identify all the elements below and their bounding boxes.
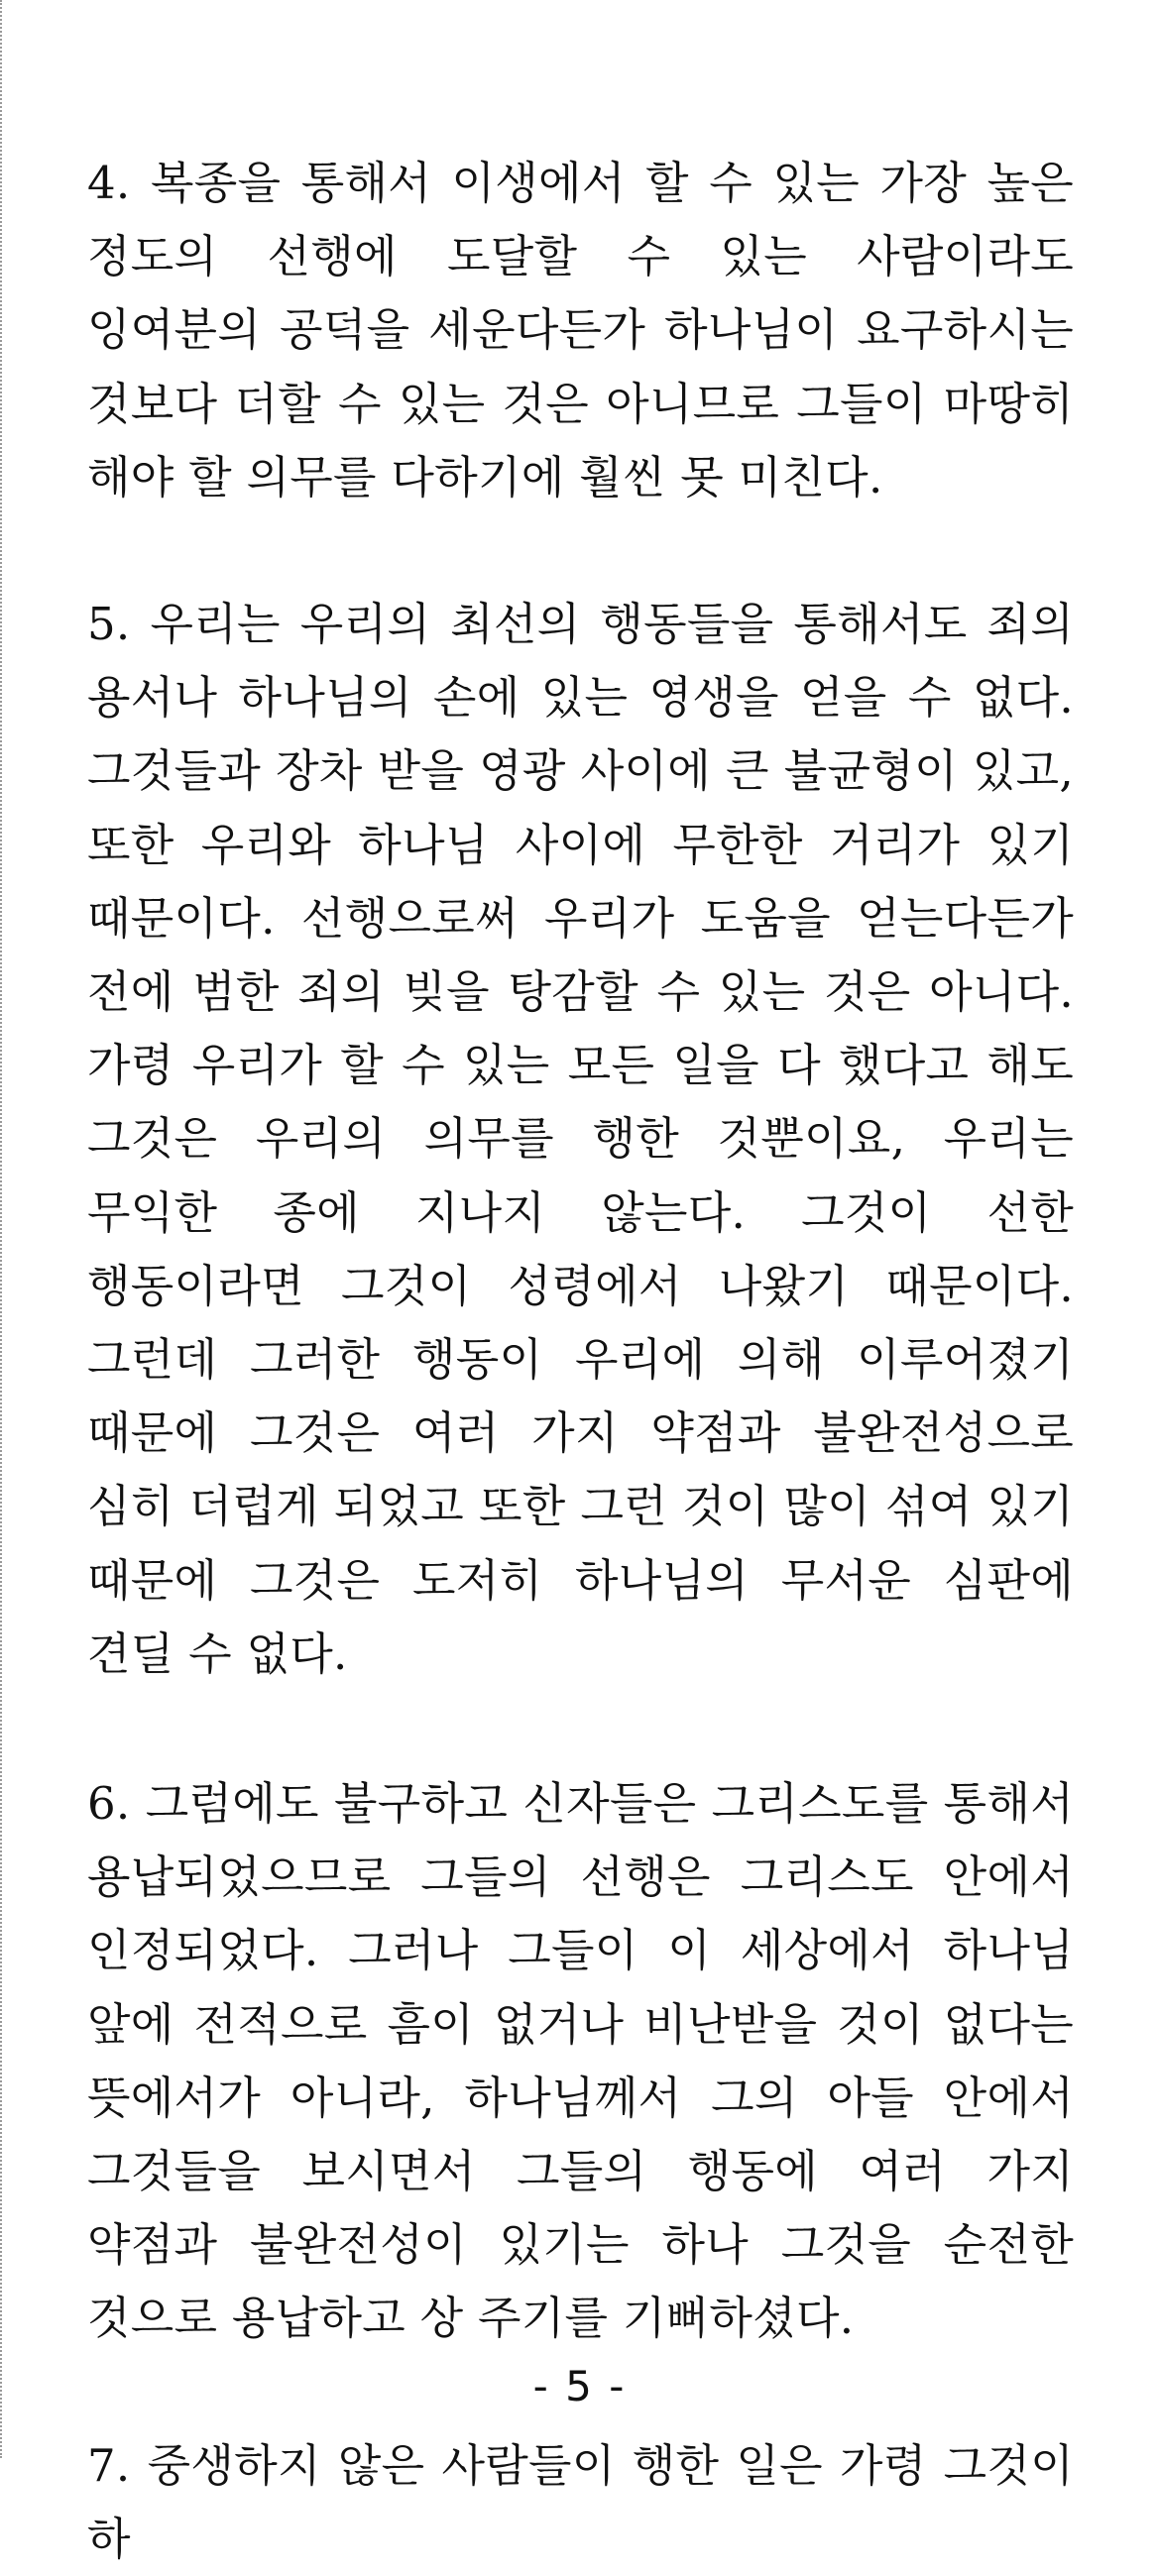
paragraph-7: 7. 중생하지 않은 사람들이 행한 일은 가령 그것이 하 [87, 2438, 1074, 2565]
paragraph-5: 5. 우리는 우리의 최선의 행동들을 통해서도 죄의 용서나 하나님의 손에 있는 영생을 얻을 수 없다. 그것들과 장차 받을 영광 사이에 큰 불균형이 있고, 또한 우리와 하나님 사이에 무한한 거리가 있기 때문이다. 선행으로써 우리가 도움을 얻는다든가 전에 범한 죄의 빚을 탕감할 수 있는 것은 아니다. 가령 우리가 할 수 있는 모든 일을 다 했다고 해도 그것은 우리의 의무를 행한 것뿐이요, 우리는 무익한 종에 지나지 않는다. 그것이 선한 행동이라면 그것이 성령에서 나왔기 때문이다. 그런데 그러한 행동이 우리에 의해 이루어졌기 때문에 그것은 여러 가지 약점과 불완전성으로 심히 더럽게 되었고 또한 그런 것이 많이 섞여 있기 때문에 그것은 도저히 하나님의 무서운 심판에 견딜 수 없다. [87, 598, 1074, 1680]
paragraph-4: 4. 복종을 통해서 이생에서 할 수 있는 가장 높은 정도의 선행에 도달할 수 있는 사람이라도 잉여분의 공덕을 세운다든가 하나님이 요구하시는 것보다 더할 수 있는 것은 아니므로 그들이 마땅히 해야 할 의무를 다하기에 훨씬 못 미친다. [87, 157, 1074, 504]
page-number: - 5 - [532, 2362, 627, 2410]
document-page-body [87, 147, 1074, 2576]
left-margin-dotted-line [0, 0, 2, 2458]
paragraph-6: 6. 그럼에도 불구하고 신자들은 그리스도를 통해서 용납되었으므로 그들의 선행은 그리스도 안에서 인정되었다. 그러나 그들이 이 세상에서 하나님 앞에 전적으로 흠이 없거나 비난받을 것이 없다는 뜻에서가 아니라, 하나님께서 그의 아들 안에서 그것들을 보시면서 그들의 행동에 여러 가지 약점과 불완전성이 있기는 하나 그것을 순전한 것으로 용납하고 상 주기를 기뻐하셨다. [87, 1777, 1074, 2345]
